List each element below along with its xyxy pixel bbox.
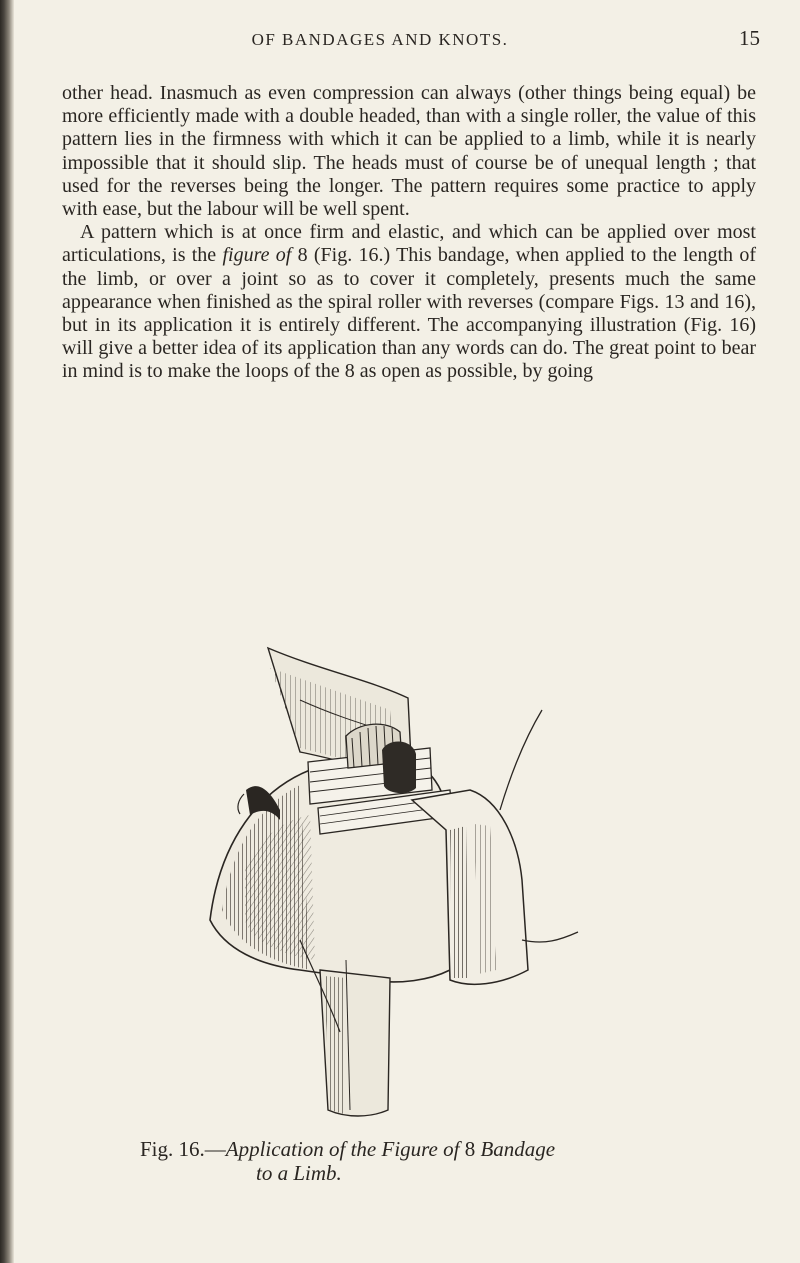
term-figure-of: figure of [222, 244, 292, 267]
caption-text-1: Application of the Figure of [225, 1137, 460, 1161]
caption-dash: — [204, 1137, 226, 1161]
figure-caption [140, 1137, 700, 1185]
caption-text-2: Bandage [480, 1137, 556, 1161]
bandage-illustration [150, 640, 610, 1140]
caption-text-3: to a Limb. [256, 1161, 342, 1185]
paragraph-2 [62, 221, 756, 383]
caption-label: Fig. 16. [140, 1137, 205, 1161]
caption-number: 8 [459, 1137, 481, 1161]
paragraph-2-start: A pattern which is at once firm and elastic, and which can be applied over most articulations, is the [62, 221, 756, 267]
paragraph-1: other head. Inasmuch as even compression can always (other things being equal) be more efficiently made with a double headed, than with a single roller, the value of this pattern lies in the firmness with which it can be applied to a limb, while it is nearly impossible that it should slip. The heads must of course be of unequal length ; that used for the reverses being the longer. The pattern requires some practice to apply with ease, but the labour will be well spent. [62, 82, 756, 221]
paragraph-2-rest: 8 (Fig. 16.) This bandage, when applied to the length of the limb, or over a joint so as to cover it completely, presents much the same appearance when finished as the spiral roller with reverses (compare Figs. 13 and 16), but in its application it is entirely different. The accompanying illustration (Fig. 16) will give a better idea of its application than any words can do. The great point to bear in mind is to make the loops of the 8 as open as possible, by going [62, 244, 756, 383]
page-header [60, 24, 760, 60]
book-binding-edge [0, 0, 14, 1263]
body-text [62, 82, 756, 384]
page-number: 15 [739, 26, 760, 50]
running-head: OF BANDAGES AND KNOTS. [251, 30, 509, 49]
